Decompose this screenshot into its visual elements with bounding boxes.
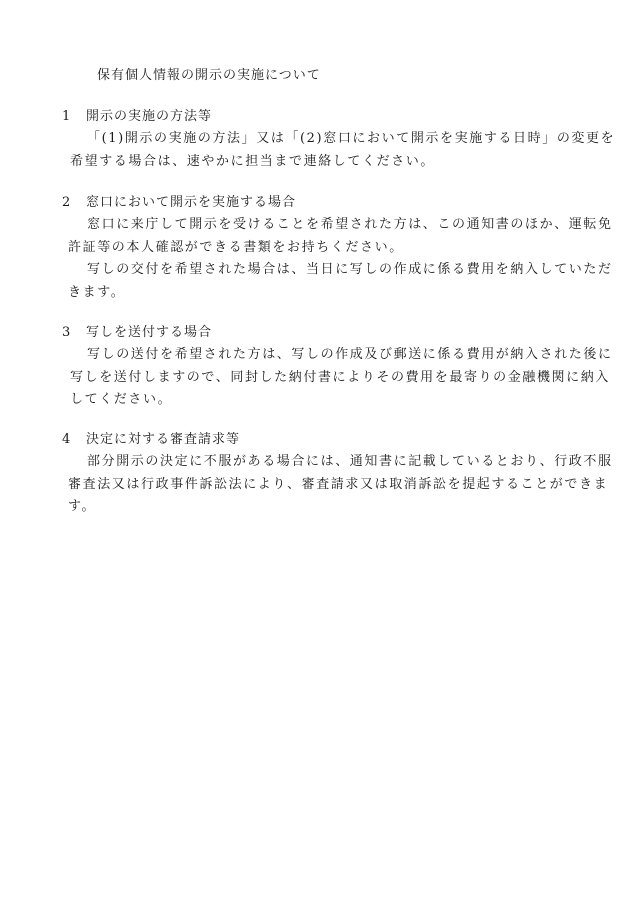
section-number: 3 [62,325,71,340]
section-heading-text: 写しを送付する場合 [86,325,213,340]
section-heading-text: 決定に対する審査請求等 [86,432,241,447]
paragraph-line: きます。 [68,284,126,300]
paragraph-line: 審査法又は行政事件訴訟法により、審査請求又は取消訴訟を提起することができま [68,476,609,492]
paragraph [0,214,630,259]
section-3 [0,322,630,412]
section-heading-text: 開示の実施の方法等 [86,109,213,124]
paragraph-line: 写しの送付を希望された方は、写しの作成及び郵送に係る費用が納入された後に [87,347,613,362]
section-heading [0,106,630,128]
paragraph [0,259,630,304]
section-2 [0,192,630,304]
section-heading [0,192,630,214]
paragraph [0,128,630,173]
paragraph-line: 許証等の本人確認ができる書類をお持ちください。 [68,239,404,255]
section-4 [0,429,630,519]
section-heading [0,429,630,451]
section-1 [0,106,630,173]
paragraph-line: 部分開示の決定に不服がある場合には、通知書に記載しているとおり、行政不服 [87,454,613,469]
paragraph-line: 「(1)開示の実施の方法」又は「(2)窓口において開示を実施する日時」の変更を [87,131,616,146]
paragraph-line: 希望する場合は、速やかに担当まで連絡してください。 [70,153,436,169]
paragraph-line: 写しの交付を希望された場合は、当日に写しの作成に係る費用を納入していただ [87,262,613,277]
paragraph-line: 写しを送付しますので、同封した納付書によりその費用を最寄りの金融機関に納入 [70,369,610,385]
section-heading [0,322,630,344]
paragraph-line: 窓口に来庁して開示を受けることを希望された方は、この通知書のほか、運転免 [87,217,613,232]
paragraph [0,344,630,412]
section-number: 2 [62,195,71,210]
section-number: 4 [62,432,71,447]
section-number: 1 [62,109,71,124]
section-heading-text: 窓口において開示を実施する場合 [86,195,297,210]
paragraph-line: す。 [68,499,97,514]
paragraph-line: してください。 [70,392,173,407]
document-title: 保有個人情報の開示の実施について [97,68,321,83]
paragraph [0,451,630,519]
